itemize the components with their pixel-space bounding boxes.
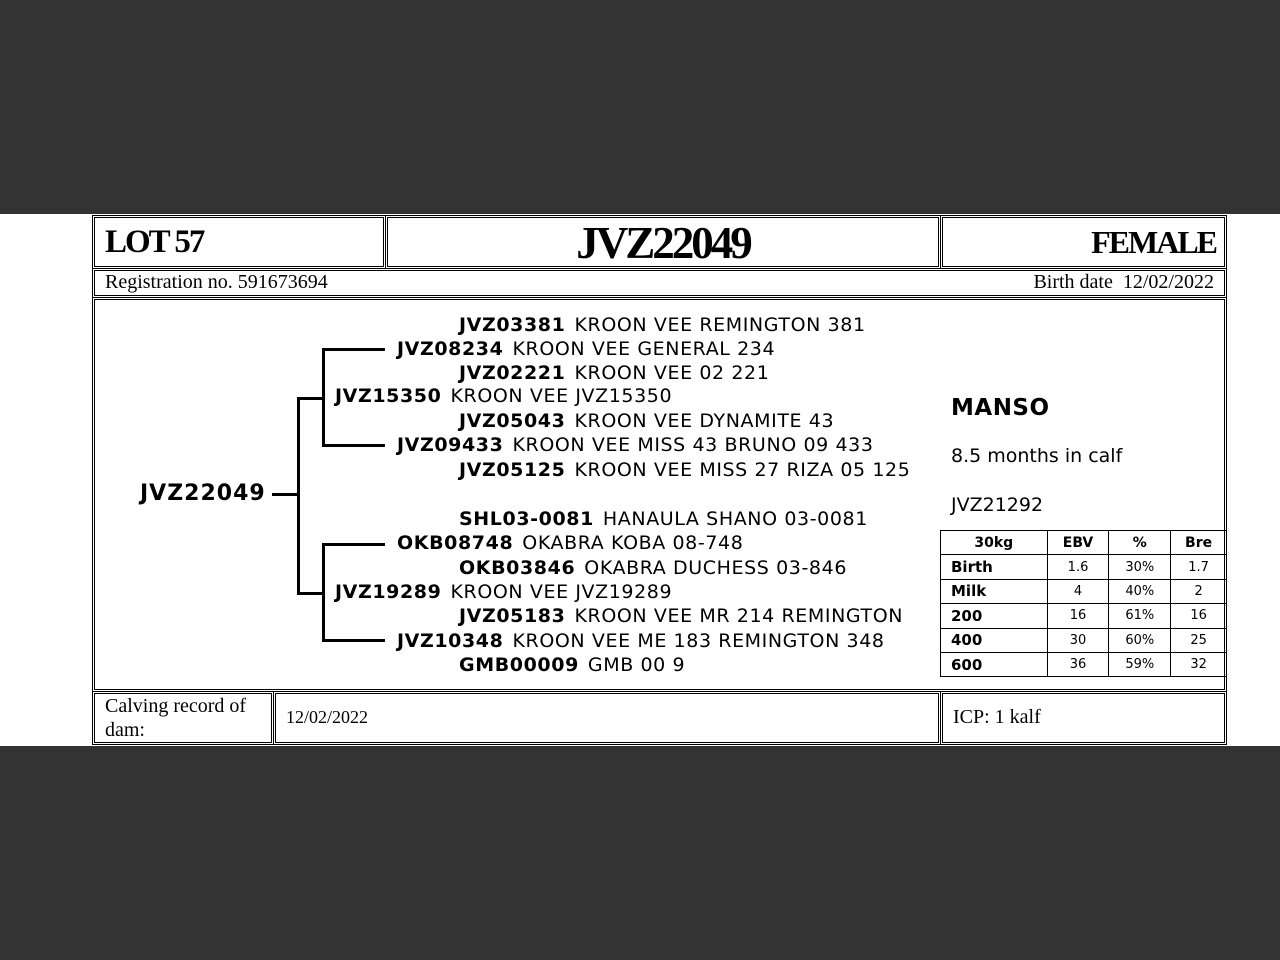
registration-number: Registration no. 591673694 xyxy=(105,271,328,293)
pedigree-entry-dam-dam: JVZ10348 KROON VEE ME 183 REMINGTON 348 xyxy=(397,630,885,652)
subject-connector xyxy=(272,493,298,496)
sex-box xyxy=(940,215,1227,269)
pedigree-entry-ds-sire: SHL03-0081 HANAULA SHANO 03-0081 xyxy=(459,508,868,530)
sire-bracket xyxy=(322,348,325,447)
ebv-table xyxy=(940,530,1227,677)
pregnancy-status: 8.5 months in calf xyxy=(951,445,1123,467)
pedigree-entry-ss-sire: JVZ03381 KROON VEE REMINGTON 381 xyxy=(459,314,866,336)
pedigree-entry-dd-dam: GMB00009 GMB 00 9 xyxy=(459,654,686,676)
sex-label: FEMALE xyxy=(1091,224,1216,260)
pct-value: 40% xyxy=(1109,579,1171,603)
ebv-value: 1.6 xyxy=(1047,555,1109,579)
calving-date: 12/02/2022 xyxy=(286,707,369,727)
ebv-value: 36 xyxy=(1047,652,1109,676)
table-row xyxy=(941,555,1227,579)
subject-id: JVZ22049 xyxy=(140,481,266,506)
icp-value: ICP: 1 kalf xyxy=(953,706,1041,728)
birth-date xyxy=(1033,271,1214,294)
icp-box xyxy=(940,691,1227,745)
pedigree-entry-ds-dam: OKB03846 OKABRA DUCHESS 03-846 xyxy=(459,557,848,579)
row-label: Birth xyxy=(941,555,1048,579)
parents-bracket xyxy=(297,397,300,595)
ebv-header-row xyxy=(941,531,1227,555)
pedigree-entry-sire-sire: JVZ08234 KROON VEE GENERAL 234 xyxy=(397,338,776,360)
bre-value: 1.7 xyxy=(1171,555,1227,579)
animal-id-box xyxy=(385,215,941,269)
bre-value: 32 xyxy=(1171,652,1227,676)
table-row xyxy=(941,579,1227,603)
row-label: 400 xyxy=(941,628,1048,652)
pct-value: 59% xyxy=(1109,652,1171,676)
ebv-value: 4 xyxy=(1047,579,1109,603)
ebv-value: 16 xyxy=(1047,604,1109,628)
registration-row xyxy=(92,268,1227,298)
birth-date-value: 12/02/2022 xyxy=(1122,271,1214,293)
calving-record-label: Calving record of dam: xyxy=(105,695,247,741)
bre-value: 25 xyxy=(1171,628,1227,652)
lot-box xyxy=(92,215,386,269)
dam-bracket xyxy=(322,543,325,642)
service-sire-id: JVZ21292 xyxy=(951,494,1044,516)
lot-number: LOT 57 xyxy=(105,224,204,260)
ebv-header-ebv: EBV xyxy=(1047,531,1109,555)
row-label: 600 xyxy=(941,652,1048,676)
animal-id-title: JVZ22049 xyxy=(576,218,750,268)
mated-to: MANSO xyxy=(951,395,1050,421)
pedigree-entry-ss-dam: JVZ02221 KROON VEE 02 221 xyxy=(459,362,770,384)
pedigree-entry-sire-dam: JVZ09433 KROON VEE MISS 43 BRUNO 09 433 xyxy=(397,434,874,456)
row-label: 200 xyxy=(941,604,1048,628)
calving-date-box xyxy=(273,691,941,745)
dam-connector xyxy=(297,592,325,595)
table-row xyxy=(941,604,1227,628)
pct-value: 60% xyxy=(1109,628,1171,652)
pct-value: 30% xyxy=(1109,555,1171,579)
sire-connector xyxy=(297,397,325,400)
table-row xyxy=(941,628,1227,652)
pedigree-entry-sire: JVZ15350 KROON VEE JVZ15350 xyxy=(335,385,673,407)
ebv-header-pct: % xyxy=(1109,531,1171,555)
bre-value: 2 xyxy=(1171,579,1227,603)
lot-card xyxy=(0,214,1280,746)
calving-label-box xyxy=(92,691,274,745)
row-label: Milk xyxy=(941,579,1048,603)
birth-date-label: Birth date xyxy=(1033,271,1113,293)
ebv-header-bre: Bre xyxy=(1171,531,1227,555)
pct-value: 61% xyxy=(1109,604,1171,628)
dam-dam-connector xyxy=(322,639,385,642)
table-row xyxy=(941,652,1227,676)
sire-dam-connector xyxy=(322,444,385,447)
pedigree-entry-dd-sire: JVZ05183 KROON VEE MR 214 REMINGTON xyxy=(459,605,904,627)
ebv-header-label: 30kg xyxy=(941,531,1048,555)
pedigree-entry-sd-dam: JVZ05125 KROON VEE MISS 27 RIZA 05 125 xyxy=(459,459,911,481)
dam-sire-connector xyxy=(322,543,385,546)
bre-value: 16 xyxy=(1171,604,1227,628)
pedigree-entry-dam: JVZ19289 KROON VEE JVZ19289 xyxy=(335,581,673,603)
pedigree-entry-sd-sire: JVZ05043 KROON VEE DYNAMITE 43 xyxy=(459,410,835,432)
sire-sire-connector xyxy=(322,348,385,351)
ebv-value: 30 xyxy=(1047,628,1109,652)
pedigree-entry-dam-sire: OKB08748 OKABRA KOBA 08-748 xyxy=(397,532,744,554)
